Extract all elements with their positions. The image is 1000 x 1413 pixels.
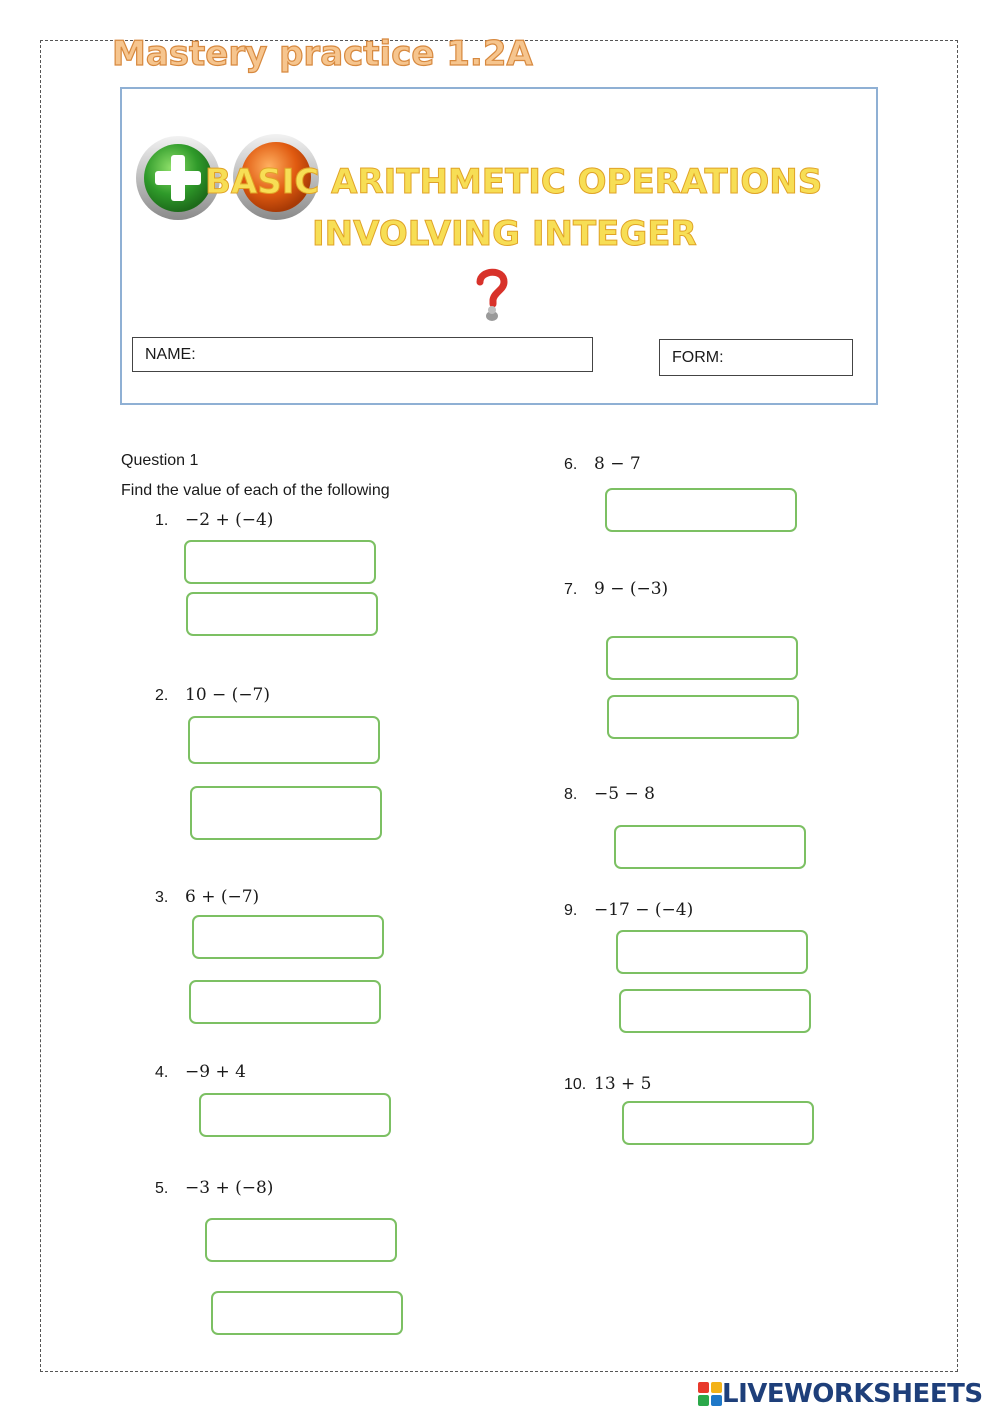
answer-box-8[interactable] <box>614 825 806 869</box>
item-expression: 9 − (−3) <box>594 579 669 599</box>
item-number: 8. <box>564 786 578 803</box>
name-field[interactable] <box>132 337 593 372</box>
answer-box-10[interactable] <box>622 1101 814 1145</box>
question-item-5 <box>155 1178 273 1198</box>
question-item-7 <box>564 579 668 599</box>
logo-text: LIVEWORKSHEETS <box>722 1379 983 1409</box>
form-field[interactable] <box>659 339 853 376</box>
question-item-4 <box>155 1062 246 1082</box>
name-label: NAME: <box>145 345 196 363</box>
question-item-9 <box>564 900 693 920</box>
item-number: 4. <box>155 1064 169 1081</box>
item-expression: −9 + 4 <box>185 1062 246 1082</box>
banner-line-1: BASIC ARITHMETIC OPERATIONS <box>205 162 823 202</box>
answer-box-5a[interactable] <box>205 1218 397 1262</box>
answer-box-1b[interactable] <box>186 592 378 636</box>
answer-box-9b[interactable] <box>619 989 811 1033</box>
item-expression: −2 + (−4) <box>185 510 274 530</box>
banner-line-2: INVOLVING INTEGER <box>312 214 697 254</box>
item-number: 2. <box>155 687 169 704</box>
answer-box-7a[interactable] <box>606 636 798 680</box>
question-item-2 <box>155 685 270 705</box>
question-instruction: Find the value of each of the following <box>121 482 390 499</box>
question-mark-icon <box>472 266 512 322</box>
page-title: Mastery practice 1.2A <box>112 34 533 74</box>
question-item-6 <box>564 454 641 474</box>
item-expression: 13 + 5 <box>594 1074 652 1094</box>
item-number: 10. <box>564 1076 587 1093</box>
form-label: FORM: <box>672 348 724 366</box>
answer-box-9a[interactable] <box>616 930 808 974</box>
answer-box-2a[interactable] <box>188 716 380 764</box>
answer-box-3a[interactable] <box>192 915 384 959</box>
item-expression: −3 + (−8) <box>185 1178 274 1198</box>
item-number: 3. <box>155 889 169 906</box>
answer-box-3b[interactable] <box>189 980 381 1024</box>
answer-box-7b[interactable] <box>607 695 799 739</box>
question-item-1 <box>155 510 273 530</box>
question-heading: Question 1 <box>121 452 199 469</box>
item-number: 1. <box>155 512 169 529</box>
item-number: 7. <box>564 581 578 598</box>
item-expression: 8 − 7 <box>594 454 641 474</box>
item-expression: −17 − (−4) <box>594 900 694 920</box>
answer-box-4[interactable] <box>199 1093 391 1137</box>
item-number: 9. <box>564 902 578 919</box>
question-item-3 <box>155 887 259 907</box>
answer-box-6[interactable] <box>605 488 797 532</box>
question-item-10 <box>564 1074 652 1094</box>
liveworksheets-logo[interactable] <box>698 1380 983 1408</box>
item-number: 5. <box>155 1180 169 1197</box>
item-expression: 10 − (−7) <box>185 685 271 705</box>
item-expression: 6 + (−7) <box>185 887 260 907</box>
answer-box-5b[interactable] <box>211 1291 403 1335</box>
answer-box-2b[interactable] <box>190 786 382 840</box>
question-item-8 <box>564 784 655 804</box>
logo-grid-icon <box>698 1382 722 1406</box>
answer-box-1a[interactable] <box>184 540 376 584</box>
item-expression: −5 − 8 <box>594 784 655 804</box>
item-number: 6. <box>564 456 578 473</box>
